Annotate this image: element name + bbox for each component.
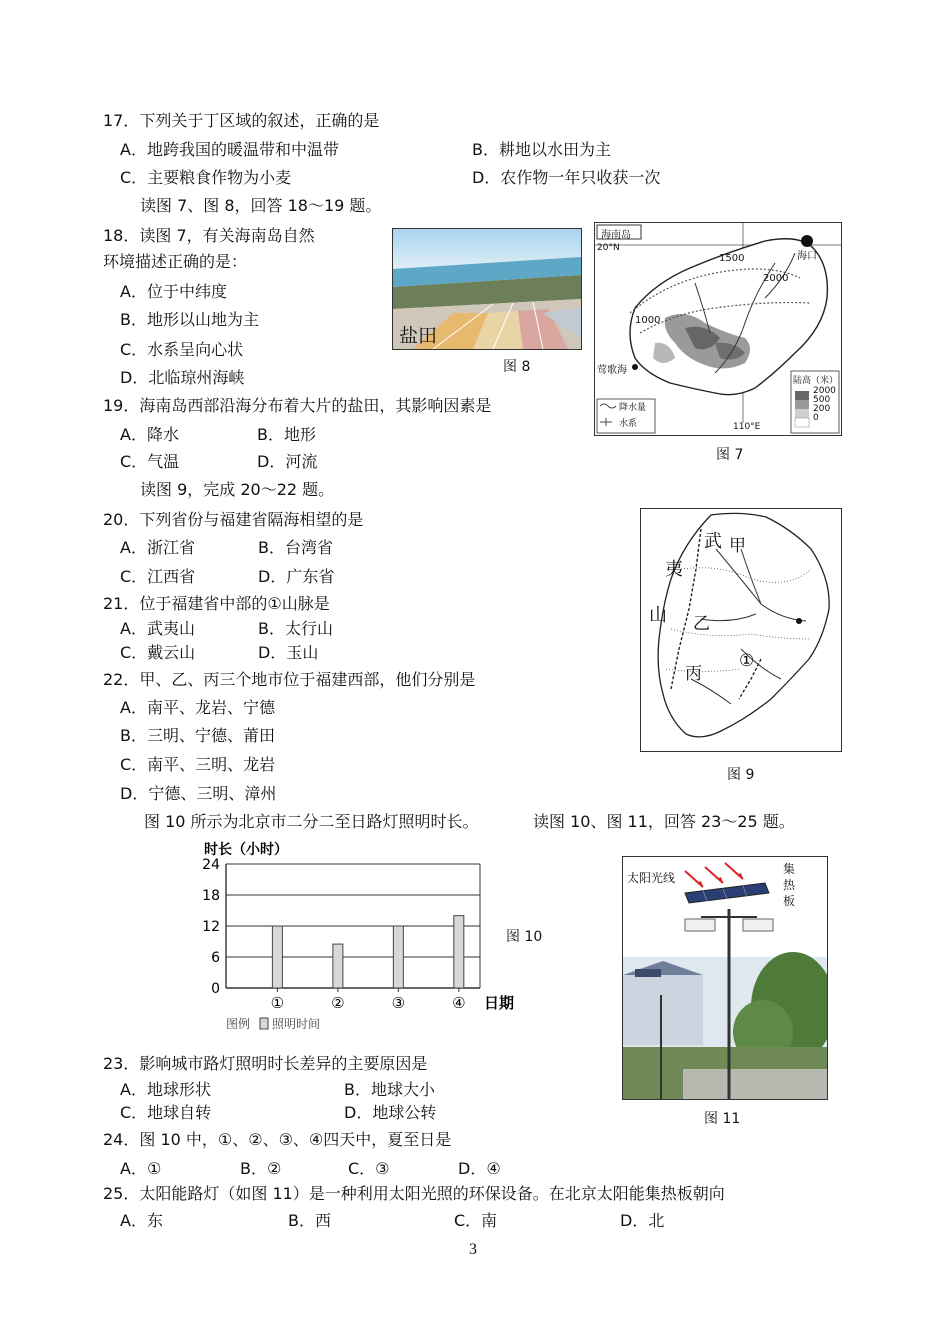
q24-option-b: B．② xyxy=(240,1159,282,1178)
q24-stem: 24．图 10 中，①、②、③、④四天中，夏至日是 xyxy=(103,1130,452,1149)
figure-9-map xyxy=(640,508,842,752)
q19-option-a: A．降水 xyxy=(120,425,179,444)
q21-option-a: A．武夷山 xyxy=(120,619,195,638)
legend-value-500: 500 xyxy=(813,395,831,405)
chart-x-axis-label: 日期 xyxy=(484,994,515,1012)
chart-y-tick-label: 24 xyxy=(202,857,220,873)
q17-option-b: B．耕地以水田为主 xyxy=(472,140,611,159)
lighting-duration-chart xyxy=(190,836,530,1036)
q19-option-c: C．气温 xyxy=(120,452,180,471)
q21-stem: 21．位于福建省中部的①山脉是 xyxy=(103,594,330,613)
q22-option-c: C．南平、三明、龙岩 xyxy=(120,755,276,774)
solar-lamp-illustration xyxy=(623,857,827,1099)
q24-option-a: A．① xyxy=(120,1159,162,1178)
chart-bar xyxy=(272,926,282,988)
q19-option-b: B．地形 xyxy=(257,425,316,444)
chart-y-tick-label: 0 xyxy=(211,981,220,997)
q20-option-d: D．广东省 xyxy=(258,567,335,586)
q24-option-d: D．④ xyxy=(458,1159,501,1178)
chart-y-tick-label: 18 xyxy=(202,888,220,904)
q25-option-a: A．东 xyxy=(120,1211,163,1230)
chart-y-tick-label: 12 xyxy=(202,919,220,935)
figure-11-caption: 图 11 xyxy=(704,1111,741,1127)
q18-option-d: D．北临琼州海峡 xyxy=(120,368,245,387)
q20-stem: 20．下列省份与福建省隔海相望的是 xyxy=(103,510,364,529)
label-mountain-one: ① xyxy=(739,651,755,671)
label-yi2: 乙 xyxy=(693,614,710,634)
chart-x-tick-label: ③ xyxy=(391,994,406,1012)
q22-option-d: D．宁德、三明、漳州 xyxy=(120,784,277,803)
intro-23-25: 图 10 所示为北京市二分二至日路灯照明时长。 xyxy=(144,812,479,831)
q21-option-d: D．玉山 xyxy=(258,643,319,662)
salt-field-label: 盐田 xyxy=(399,325,438,347)
q23-option-b: B．地球大小 xyxy=(344,1080,435,1099)
q23-stem: 23．影响城市路灯照明时长差异的主要原因是 xyxy=(103,1054,428,1073)
page-number: 3 xyxy=(469,1241,477,1258)
legend-value-200: 200 xyxy=(813,404,831,414)
legend-water: 水系 xyxy=(619,419,638,429)
q23-option-c: C．地球自转 xyxy=(120,1103,212,1122)
q18-option-c: C．水系呈向心状 xyxy=(120,340,244,359)
chart-y-axis-label: 时长（小时） xyxy=(204,842,288,858)
label-panel-char-3: 板 xyxy=(783,894,796,908)
label-wu: 武 xyxy=(704,531,722,552)
label-bing: 丙 xyxy=(685,664,702,684)
intro-23-25-b: 读图 10、图 11，回答 23～25 题。 xyxy=(533,812,795,831)
label-jia: 甲 xyxy=(729,536,746,556)
q25-option-d: D．北 xyxy=(620,1211,665,1230)
chart-x-tick-label: ① xyxy=(270,994,285,1012)
q25-stem: 25．太阳能路灯（如图 11）是一种利用太阳光照的环保设备。在北京太阳能集热板朝向 xyxy=(103,1184,725,1203)
q21-option-b: B．太行山 xyxy=(258,619,333,638)
figure-9-caption: 图 9 xyxy=(727,767,755,783)
isohyet-1500: 1500 xyxy=(719,253,745,264)
chart-bar xyxy=(393,926,403,988)
figure-7-map xyxy=(594,222,842,436)
q17-stem: 17．下列关于丁区域的叙述，正确的是 xyxy=(103,111,380,130)
figure-10-caption: 图 10 xyxy=(506,929,543,945)
label-sunlight: 太阳光线 xyxy=(627,871,676,885)
chart-legend-label: 照明时间 xyxy=(272,1017,321,1031)
q18-option-a: A．位于中纬度 xyxy=(120,282,227,301)
label-yi: 夷 xyxy=(665,559,683,580)
q23-option-a: A．地球形状 xyxy=(120,1080,211,1099)
chart-legend-swatch xyxy=(260,1018,268,1029)
intro-20-22: 读图 9，完成 20～22 题。 xyxy=(140,480,335,499)
chart-x-tick-label: ② xyxy=(331,994,345,1012)
chart-bar xyxy=(333,944,343,988)
q18-option-b: B．地形以山地为主 xyxy=(120,310,259,329)
q18-stem-line1: 18．读图 7，有关海南岛自然 xyxy=(103,226,315,245)
figure-11-photo xyxy=(622,856,828,1100)
q24-option-c: C．③ xyxy=(348,1159,390,1178)
q19-option-d: D．河流 xyxy=(257,452,318,471)
q18-stem-line2: 环境描述正确的是： xyxy=(103,252,248,271)
chart-x-tick-label: ④ xyxy=(452,994,466,1012)
map-title: 海南岛 xyxy=(601,230,631,241)
q20-option-a: A．浙江省 xyxy=(120,538,195,557)
label-collector-panel xyxy=(783,861,795,909)
q22-option-a: A．南平、龙岩、宁德 xyxy=(120,698,275,717)
q25-option-c: C．南 xyxy=(454,1211,498,1230)
q22-option-b: B．三明、宁德、莆田 xyxy=(120,726,275,745)
figure-8-photo xyxy=(392,228,582,350)
intro-18-19: 读图 7、图 8，回答 18～19 题。 xyxy=(140,196,382,215)
legend-elevation-title: 陆高（米） xyxy=(793,376,839,386)
q17-option-c: C．主要粮食作物为小麦 xyxy=(120,168,292,187)
q22-stem: 22．甲、乙、丙三个地市位于福建西部，他们分别是 xyxy=(103,670,476,689)
label-panel-char-1: 集 xyxy=(783,862,796,876)
city-haikou: 海口 xyxy=(797,251,817,262)
q20-option-b: B．台湾省 xyxy=(258,538,333,557)
figure-8-caption: 图 8 xyxy=(503,359,531,375)
q21-option-c: C．戴云山 xyxy=(120,643,196,662)
legend-value-2000: 2000 xyxy=(813,386,836,396)
q17-option-d: D．农作物一年只收获一次 xyxy=(472,168,661,187)
figure-7-caption: 图 7 xyxy=(716,447,744,463)
chart-legend-prefix: 图例 xyxy=(226,1017,251,1031)
q19-stem: 19．海南岛西部沿海分布着大片的盐田，其影响因素是 xyxy=(103,396,492,415)
q20-option-c: C．江西省 xyxy=(120,567,196,586)
chart-bar xyxy=(454,916,464,988)
longitude-label: 110°E xyxy=(733,422,761,432)
label-panel-char-2: 热 xyxy=(783,878,796,892)
q25-option-b: B．西 xyxy=(288,1211,331,1230)
figure-10-chart xyxy=(190,836,530,1036)
city-yinggehai: 莺歌海 xyxy=(597,365,627,376)
latitude-label: 20°N xyxy=(597,243,620,253)
chart-y-tick-label: 6 xyxy=(211,950,220,966)
q17-option-a: A．地跨我国的暖温带和中温带 xyxy=(120,140,339,159)
legend-value-0: 0 xyxy=(813,413,819,423)
q23-option-d: D．地球公转 xyxy=(344,1103,437,1122)
isohyet-2000: 2000 xyxy=(763,273,789,284)
label-shan: 山 xyxy=(649,605,667,626)
legend-rain: 降水量 xyxy=(619,403,647,413)
legend-elevation-values xyxy=(813,387,836,423)
isohyet-1000: 1000 xyxy=(635,315,661,326)
